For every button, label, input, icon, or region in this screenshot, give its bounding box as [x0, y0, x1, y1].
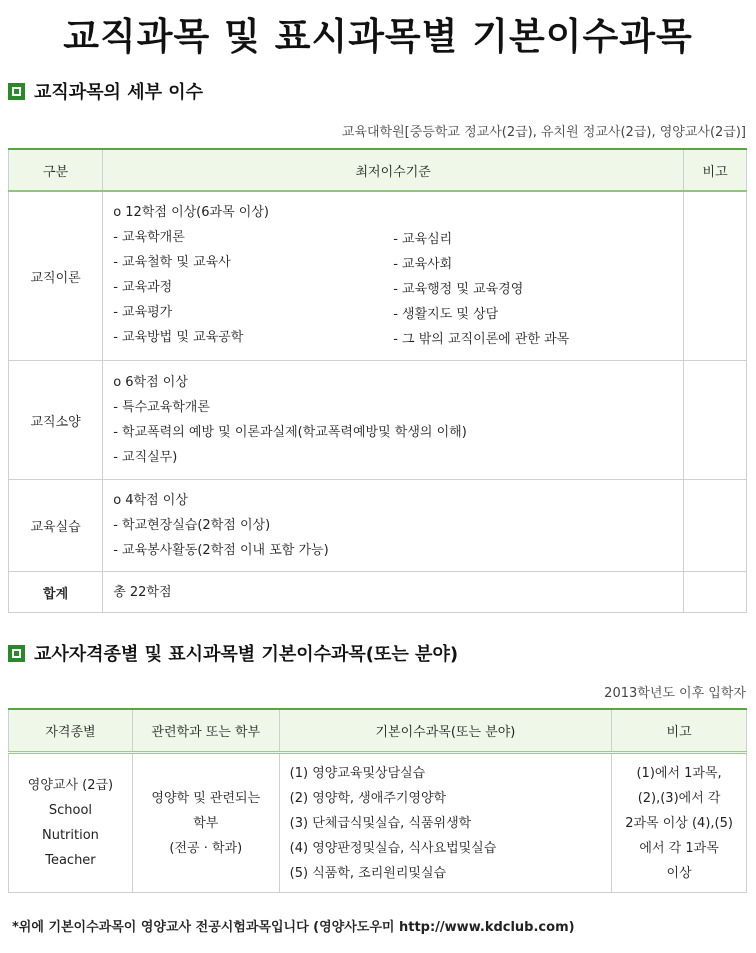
page-title: 교직과목 및 표시과목별 기본이수과목 [63, 15, 693, 58]
header-requirement: 최저이수기준 [103, 149, 684, 191]
header-category: 구분 [9, 149, 103, 191]
remarks-cell [684, 361, 747, 480]
list-item: - 교육평가 [113, 305, 173, 320]
list-item: (2) 영양학, 생애주기영양학 [289, 790, 447, 806]
courses-cell [279, 753, 612, 893]
list-item: - 교육심리 [393, 232, 453, 247]
requirement-cell [103, 361, 684, 480]
green-square-bullet-icon [8, 83, 25, 100]
category-cell: 교육실습 [9, 480, 103, 572]
remarks-cell [612, 753, 747, 893]
list-item: - 생활지도 및 상담 [393, 307, 499, 322]
table-row [9, 191, 747, 361]
remarks-line: 2과목 이상 (4),(5) [625, 815, 733, 831]
department-line: 영양학 및 관련되는 [151, 790, 261, 806]
section2-heading-text: 교사자격종별 및 표시과목별 기본이수과목(또는 분야) [34, 644, 459, 665]
list-item: - 교육행정 및 교육경영 [393, 282, 524, 297]
requirement-text: o 6학점 이상 [113, 375, 188, 390]
remarks-cell [684, 480, 747, 572]
green-square-bullet-icon [8, 645, 25, 662]
category-cell: 교직이론 [9, 191, 103, 361]
qualification-line: Nutrition [41, 828, 99, 843]
remarks-line: 에서 각 1과목 [639, 840, 719, 856]
remarks-line: (1)에서 1과목, [636, 765, 722, 781]
section1-heading-text: 교직과목의 세부 이수 [34, 82, 204, 103]
department-cell [132, 753, 279, 893]
requirement-cell [103, 480, 684, 572]
category-cell: 교직소양 [9, 361, 103, 480]
list-item: - 교육학개론 [113, 230, 185, 245]
remarks-cell [684, 572, 747, 613]
section1-note: 교육대학원[중등학교 정교사(2급), 유치원 정교사(2급), 영양교사(2급)] [341, 125, 746, 140]
table-row [9, 753, 747, 893]
list-item: - 교직실무) [113, 450, 178, 465]
department-line: 학부 [193, 815, 219, 831]
table-row [9, 361, 747, 480]
qualification-courses-table [8, 708, 747, 893]
department-line: (전공 · 학과) [169, 840, 243, 856]
list-item: (3) 단체급식및실습, 식품위생학 [289, 815, 472, 831]
requirement-text: o 4학점 이상 [113, 493, 188, 508]
table-row [9, 480, 747, 572]
header-remarks: 비고 [684, 149, 747, 191]
total-label: 합계 [9, 572, 103, 613]
course-list-right [393, 225, 673, 352]
teaching-courses-table [8, 148, 747, 613]
list-item: - 교육철학 및 교육사 [113, 255, 231, 270]
list-item: - 교육봉사활동(2학점 이내 포함 가능) [113, 543, 329, 558]
remarks-cell [684, 191, 747, 361]
section1-heading [8, 78, 203, 104]
header-department: 관련학과 또는 학부 [132, 709, 279, 753]
section2-heading [8, 640, 458, 666]
qualification-line: School [48, 803, 93, 818]
list-item: (4) 영양판정및실습, 식사요법및실습 [289, 840, 497, 856]
remarks-line: 이상 [666, 865, 692, 881]
list-item: - 교육과정 [113, 280, 173, 295]
requirement-cell [103, 191, 684, 361]
list-item: - 특수교육학개론 [113, 400, 210, 415]
course-list-left [113, 225, 393, 352]
header-courses: 기본이수과목(또는 분야) [279, 709, 612, 753]
list-item: - 학교현장실습(2학점 이상) [113, 518, 271, 533]
requirement-text: o 12학점 이상(6과목 이상) [113, 205, 269, 220]
qualification-cell [9, 753, 133, 893]
list-item: - 그 밖의 교직이론에 관한 과목 [393, 332, 570, 347]
list-item: - 교육방법 및 교육공학 [113, 330, 244, 345]
section2-note: 2013학년도 이후 입학자 [604, 686, 746, 701]
table-row [9, 572, 747, 613]
qualification-line: 영양교사 (2급) [27, 778, 114, 793]
list-item: - 교육사회 [393, 257, 453, 272]
header-qualification: 자격종별 [9, 709, 133, 753]
header-remarks: 비고 [612, 709, 747, 753]
list-item: - 학교폭력의 예방 및 이론과실제(학교폭력예방및 학생의 이해) [113, 425, 467, 440]
qualification-line: Teacher [45, 853, 96, 868]
list-item: (1) 영양교육및상담실습 [289, 765, 426, 781]
footer-note: *위에 기본이수과목이 영양교사 전공시험과목입니다 (영양사도우미 http://www.kdclub.com) [12, 920, 575, 935]
total-value: 총 22학점 [103, 572, 684, 613]
list-item: (5) 식품학, 조리원리및실습 [289, 865, 447, 881]
remarks-line: (2),(3)에서 각 [637, 790, 721, 806]
